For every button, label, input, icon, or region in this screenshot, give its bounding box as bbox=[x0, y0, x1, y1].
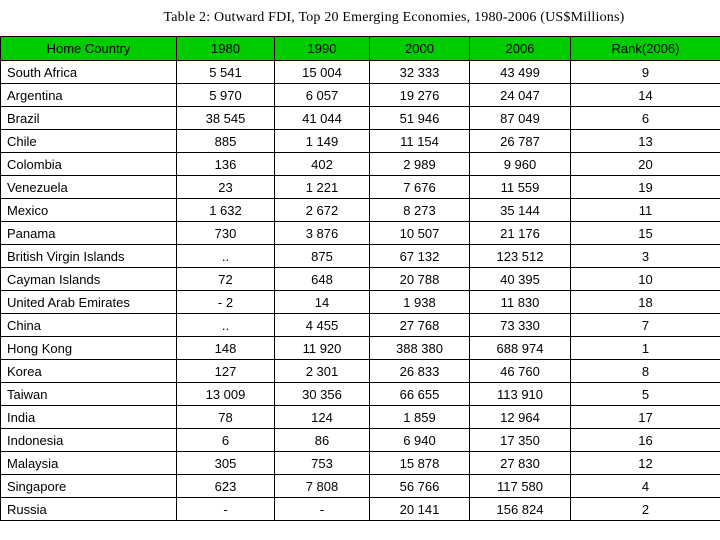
value-2006-cell: 24 047 bbox=[470, 84, 571, 107]
country-cell: Korea bbox=[1, 360, 177, 383]
value-2006-cell: 113 910 bbox=[470, 383, 571, 406]
value-2006-cell: 40 395 bbox=[470, 268, 571, 291]
value-2000-cell: 20 141 bbox=[370, 498, 470, 521]
header-home-country: Home Country bbox=[1, 37, 177, 61]
country-cell: South Africa bbox=[1, 61, 177, 84]
value-2000-cell: 15 878 bbox=[370, 452, 470, 475]
value-1990-cell: 4 455 bbox=[275, 314, 370, 337]
table-row bbox=[1, 61, 720, 84]
value-1980-cell: 885 bbox=[177, 130, 275, 153]
rank-cell: 20 bbox=[571, 153, 720, 176]
country-cell: Panama bbox=[1, 222, 177, 245]
value-1990-cell: 15 004 bbox=[275, 61, 370, 84]
table-row bbox=[1, 291, 720, 314]
table-row bbox=[1, 84, 720, 107]
rank-cell: 7 bbox=[571, 314, 720, 337]
table-header bbox=[1, 37, 720, 61]
value-2006-cell: 43 499 bbox=[470, 61, 571, 84]
value-1980-cell: 72 bbox=[177, 268, 275, 291]
value-2006-cell: 46 760 bbox=[470, 360, 571, 383]
value-2000-cell: 27 768 bbox=[370, 314, 470, 337]
country-cell: Malaysia bbox=[1, 452, 177, 475]
value-1990-cell: 1 221 bbox=[275, 176, 370, 199]
value-1980-cell: 5 541 bbox=[177, 61, 275, 84]
value-2000-cell: 388 380 bbox=[370, 337, 470, 360]
rank-cell: 18 bbox=[571, 291, 720, 314]
value-1990-cell: 7 808 bbox=[275, 475, 370, 498]
header-1980: 1980 bbox=[177, 37, 275, 61]
value-2000-cell: 66 655 bbox=[370, 383, 470, 406]
rank-cell: 6 bbox=[571, 107, 720, 130]
country-cell: Taiwan bbox=[1, 383, 177, 406]
table-row bbox=[1, 130, 720, 153]
value-2006-cell: 17 350 bbox=[470, 429, 571, 452]
table-row bbox=[1, 199, 720, 222]
value-1980-cell: 1 632 bbox=[177, 199, 275, 222]
header-rank-2006: Rank(2006) bbox=[571, 37, 720, 61]
rank-cell: 16 bbox=[571, 429, 720, 452]
rank-cell: 8 bbox=[571, 360, 720, 383]
country-cell: Hong Kong bbox=[1, 337, 177, 360]
table-row bbox=[1, 406, 720, 429]
value-1980-cell: 623 bbox=[177, 475, 275, 498]
value-1980-cell: 6 bbox=[177, 429, 275, 452]
header-1990: 1990 bbox=[275, 37, 370, 61]
country-cell: Brazil bbox=[1, 107, 177, 130]
value-1980-cell: .. bbox=[177, 314, 275, 337]
rank-cell: 1 bbox=[571, 337, 720, 360]
value-1990-cell: 402 bbox=[275, 153, 370, 176]
table-row bbox=[1, 429, 720, 452]
value-1980-cell: 148 bbox=[177, 337, 275, 360]
value-1980-cell: 38 545 bbox=[177, 107, 275, 130]
country-cell: Indonesia bbox=[1, 429, 177, 452]
table-row bbox=[1, 222, 720, 245]
value-1990-cell: 6 057 bbox=[275, 84, 370, 107]
value-1990-cell: 14 bbox=[275, 291, 370, 314]
rank-cell: 3 bbox=[571, 245, 720, 268]
value-1980-cell: 730 bbox=[177, 222, 275, 245]
value-2006-cell: 73 330 bbox=[470, 314, 571, 337]
country-cell: Venezuela bbox=[1, 176, 177, 199]
rank-cell: 2 bbox=[571, 498, 720, 521]
value-2000-cell: 26 833 bbox=[370, 360, 470, 383]
value-2006-cell: 21 176 bbox=[470, 222, 571, 245]
value-1980-cell: 305 bbox=[177, 452, 275, 475]
table-row bbox=[1, 452, 720, 475]
value-1980-cell: 127 bbox=[177, 360, 275, 383]
value-2006-cell: 12 964 bbox=[470, 406, 571, 429]
value-1990-cell: - bbox=[275, 498, 370, 521]
table-row bbox=[1, 176, 720, 199]
table-row bbox=[1, 337, 720, 360]
value-2000-cell: 1 938 bbox=[370, 291, 470, 314]
value-2000-cell: 7 676 bbox=[370, 176, 470, 199]
value-1980-cell: - 2 bbox=[177, 291, 275, 314]
country-cell: Mexico bbox=[1, 199, 177, 222]
country-cell: Singapore bbox=[1, 475, 177, 498]
rank-cell: 5 bbox=[571, 383, 720, 406]
rank-cell: 14 bbox=[571, 84, 720, 107]
rank-cell: 12 bbox=[571, 452, 720, 475]
table-row bbox=[1, 268, 720, 291]
value-2006-cell: 26 787 bbox=[470, 130, 571, 153]
country-cell: Chile bbox=[1, 130, 177, 153]
country-cell: Russia bbox=[1, 498, 177, 521]
value-1990-cell: 648 bbox=[275, 268, 370, 291]
value-2006-cell: 117 580 bbox=[470, 475, 571, 498]
table-row bbox=[1, 475, 720, 498]
header-2006: 2006 bbox=[470, 37, 571, 61]
header-2000: 2000 bbox=[370, 37, 470, 61]
value-2006-cell: 27 830 bbox=[470, 452, 571, 475]
value-1990-cell: 30 356 bbox=[275, 383, 370, 406]
rank-cell: 4 bbox=[571, 475, 720, 498]
value-1980-cell: 5 970 bbox=[177, 84, 275, 107]
value-2006-cell: 688 974 bbox=[470, 337, 571, 360]
rank-cell: 15 bbox=[571, 222, 720, 245]
value-2006-cell: 35 144 bbox=[470, 199, 571, 222]
country-cell: Cayman Islands bbox=[1, 268, 177, 291]
value-2006-cell: 123 512 bbox=[470, 245, 571, 268]
table-body bbox=[1, 61, 720, 521]
value-1990-cell: 41 044 bbox=[275, 107, 370, 130]
value-1990-cell: 86 bbox=[275, 429, 370, 452]
country-cell: Colombia bbox=[1, 153, 177, 176]
value-2000-cell: 56 766 bbox=[370, 475, 470, 498]
value-1980-cell: 78 bbox=[177, 406, 275, 429]
table-row bbox=[1, 360, 720, 383]
value-1990-cell: 124 bbox=[275, 406, 370, 429]
table-row bbox=[1, 245, 720, 268]
value-1990-cell: 1 149 bbox=[275, 130, 370, 153]
value-1980-cell: 23 bbox=[177, 176, 275, 199]
value-2000-cell: 20 788 bbox=[370, 268, 470, 291]
value-1980-cell: .. bbox=[177, 245, 275, 268]
value-2006-cell: 11 559 bbox=[470, 176, 571, 199]
value-1990-cell: 11 920 bbox=[275, 337, 370, 360]
value-1990-cell: 875 bbox=[275, 245, 370, 268]
value-1990-cell: 753 bbox=[275, 452, 370, 475]
value-1980-cell: - bbox=[177, 498, 275, 521]
value-2000-cell: 6 940 bbox=[370, 429, 470, 452]
value-1980-cell: 13 009 bbox=[177, 383, 275, 406]
value-1990-cell: 3 876 bbox=[275, 222, 370, 245]
value-1990-cell: 2 301 bbox=[275, 360, 370, 383]
header-row bbox=[1, 37, 720, 61]
value-2000-cell: 51 946 bbox=[370, 107, 470, 130]
table-row bbox=[1, 314, 720, 337]
rank-cell: 17 bbox=[571, 406, 720, 429]
rank-cell: 9 bbox=[571, 61, 720, 84]
value-2006-cell: 9 960 bbox=[470, 153, 571, 176]
value-2000-cell: 19 276 bbox=[370, 84, 470, 107]
value-2006-cell: 156 824 bbox=[470, 498, 571, 521]
country-cell: China bbox=[1, 314, 177, 337]
table-row bbox=[1, 383, 720, 406]
table-row bbox=[1, 153, 720, 176]
value-2006-cell: 87 049 bbox=[470, 107, 571, 130]
table-row bbox=[1, 107, 720, 130]
rank-cell: 11 bbox=[571, 199, 720, 222]
value-2000-cell: 8 273 bbox=[370, 199, 470, 222]
value-2000-cell: 2 989 bbox=[370, 153, 470, 176]
value-2000-cell: 32 333 bbox=[370, 61, 470, 84]
value-2000-cell: 10 507 bbox=[370, 222, 470, 245]
value-2006-cell: 11 830 bbox=[470, 291, 571, 314]
value-2000-cell: 1 859 bbox=[370, 406, 470, 429]
rank-cell: 19 bbox=[571, 176, 720, 199]
country-cell: India bbox=[1, 406, 177, 429]
rank-cell: 13 bbox=[571, 130, 720, 153]
country-cell: United Arab Emirates bbox=[1, 291, 177, 314]
value-1980-cell: 136 bbox=[177, 153, 275, 176]
value-2000-cell: 67 132 bbox=[370, 245, 470, 268]
rank-cell: 10 bbox=[571, 268, 720, 291]
value-2000-cell: 11 154 bbox=[370, 130, 470, 153]
table-title: Table 2: Outward FDI, Top 20 Emerging Economies, 1980-2006 (US$Millions) bbox=[163, 10, 625, 25]
table-row bbox=[1, 498, 720, 521]
country-cell: Argentina bbox=[1, 84, 177, 107]
fdi-table bbox=[0, 36, 720, 521]
country-cell: British Virgin Islands bbox=[1, 245, 177, 268]
value-1990-cell: 2 672 bbox=[275, 199, 370, 222]
